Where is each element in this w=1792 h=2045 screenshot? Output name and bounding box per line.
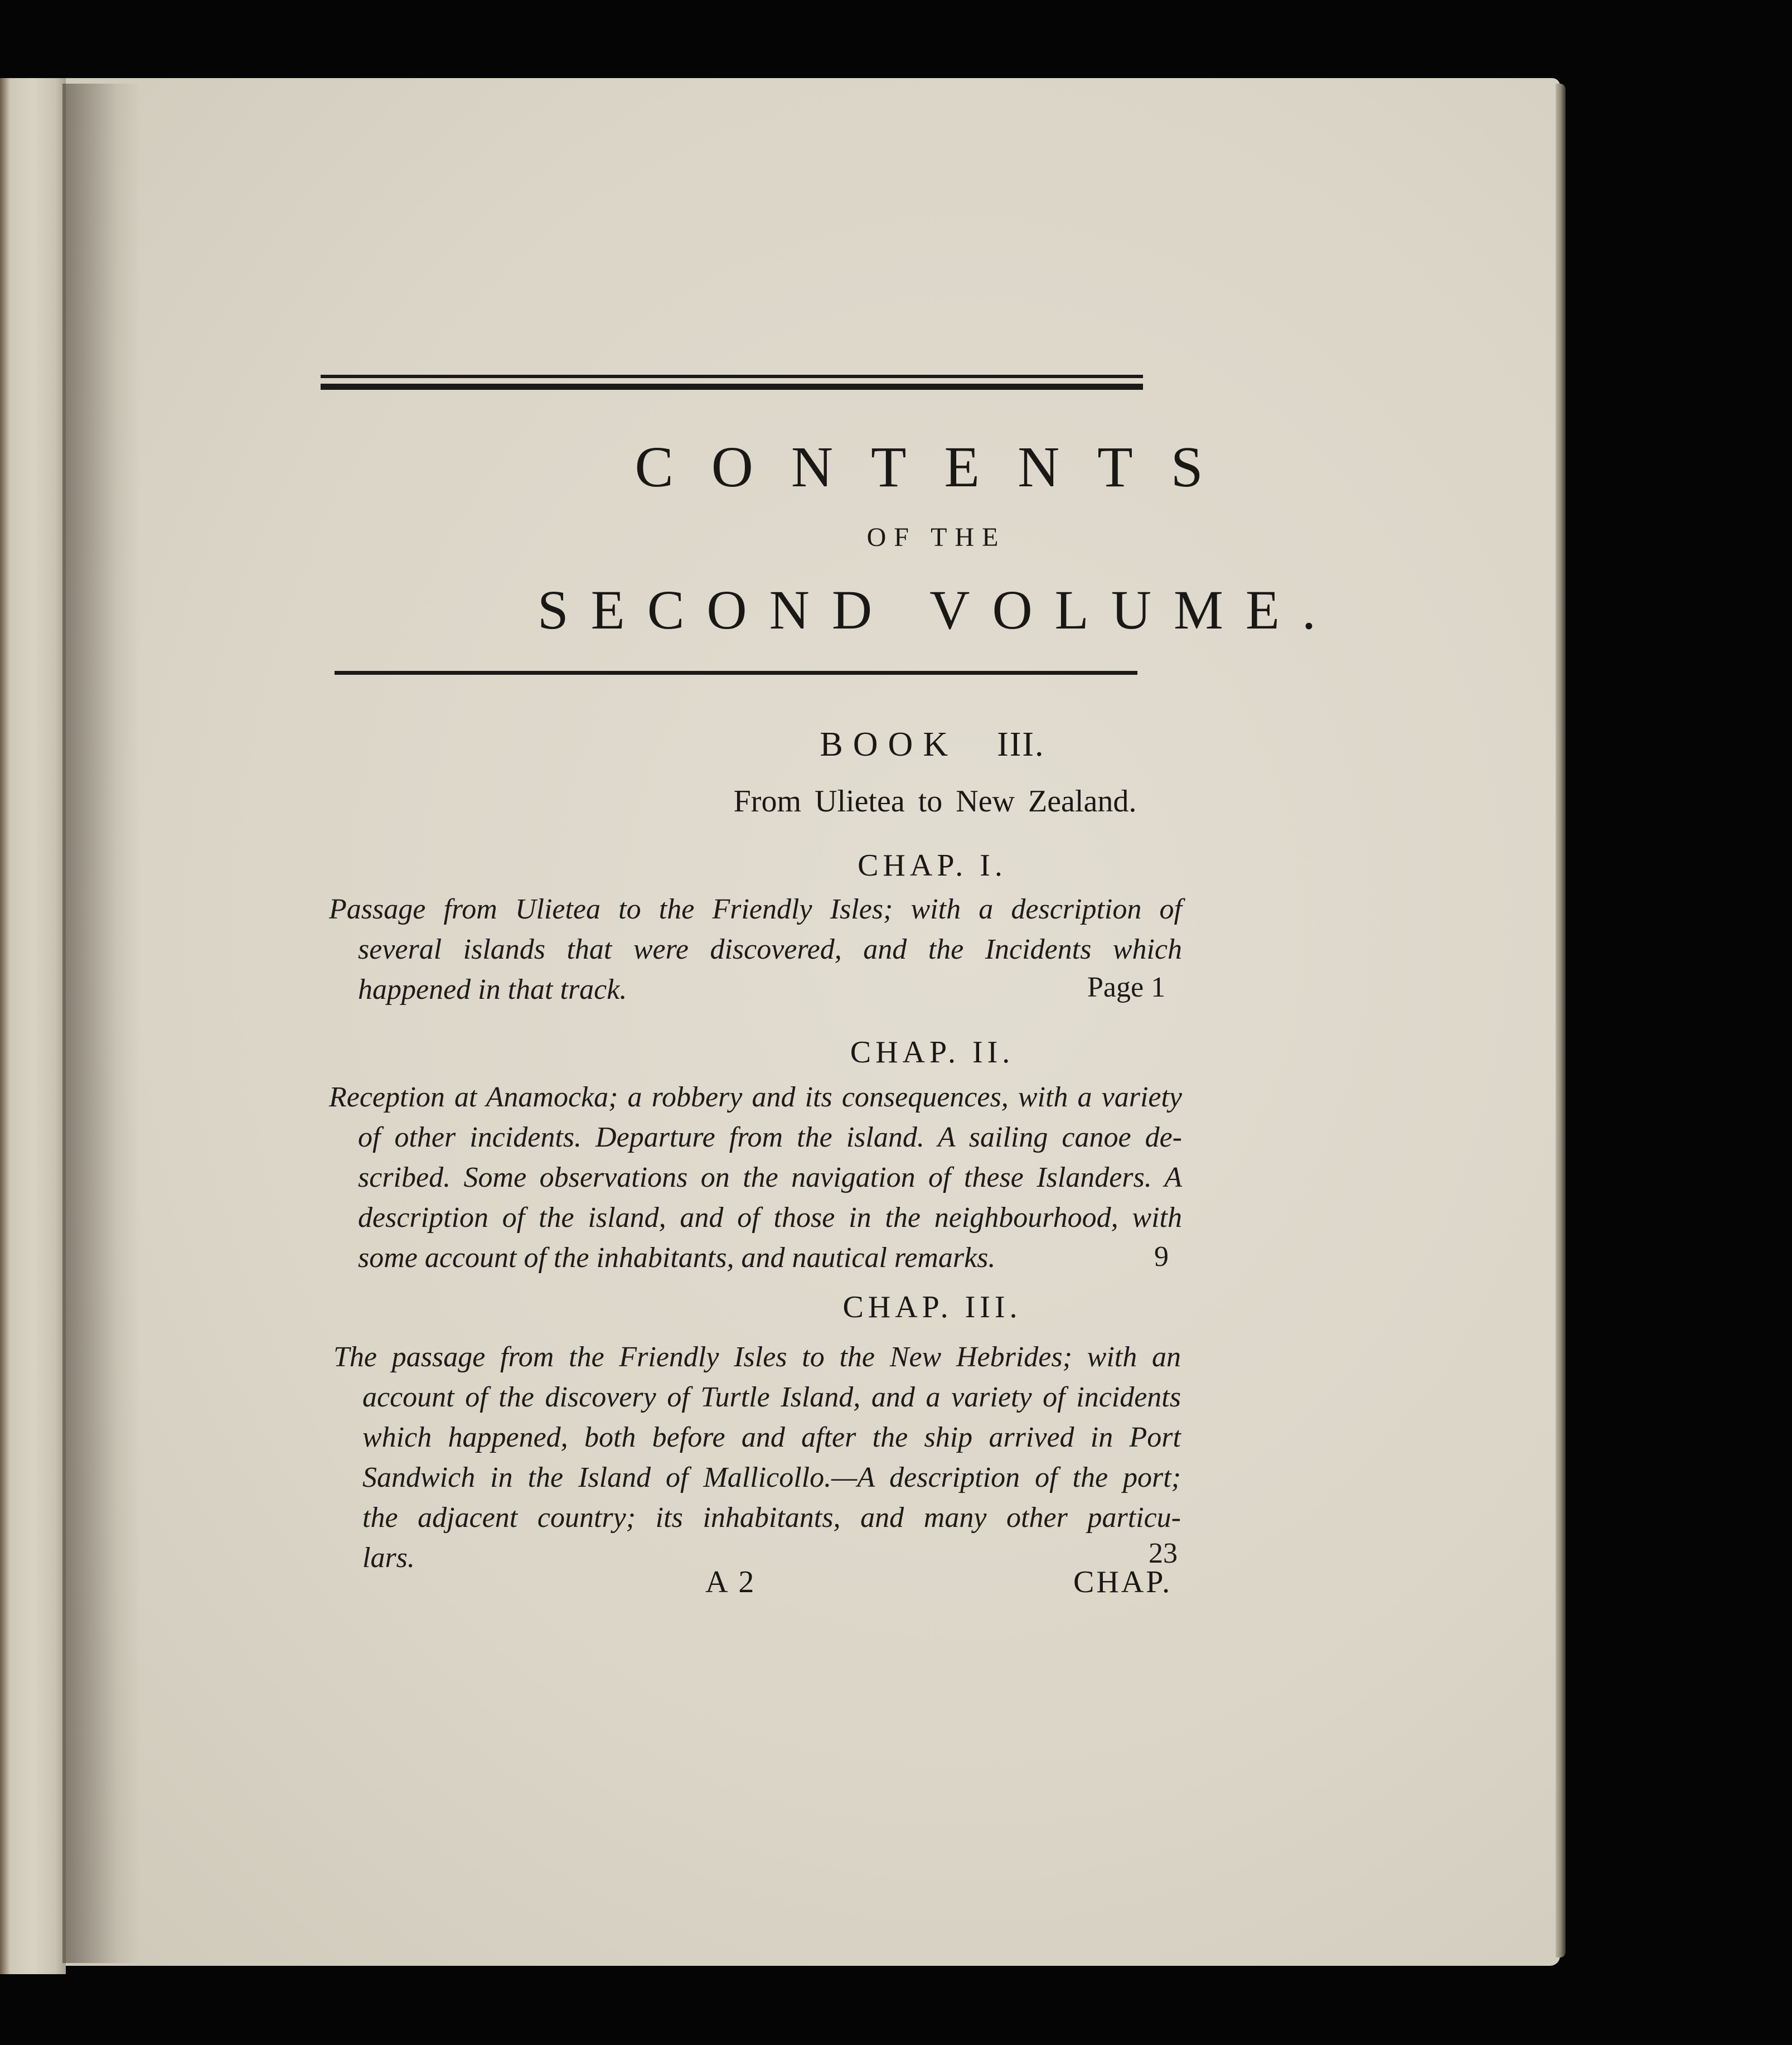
title-bottom-rule	[335, 671, 1137, 675]
chapter-entry	[329, 889, 1182, 1010]
page-reference: 9	[1154, 1241, 1169, 1273]
entry-line: Sandwich in the Island of Mallicollo.—A description of the port;	[362, 1462, 1181, 1493]
entry-line: happened in that track.	[358, 974, 627, 1005]
entry-line: which happened, both before and after the ship arrived in Port	[362, 1422, 1181, 1453]
title-of-the: OF THE	[866, 523, 1006, 552]
page-reference: Page 1	[1087, 971, 1166, 1003]
entry-line: The passage from the Friendly Isles to the New Hebrides; with an	[333, 1341, 1181, 1373]
chapter-heading: CHAP. I.	[858, 848, 1007, 883]
book-number: III.	[997, 726, 1045, 763]
book-subtitle: From Ulietea to New Zealand.	[733, 784, 1137, 819]
top-rule-thick	[321, 384, 1143, 390]
chapter-heading: CHAP. III.	[842, 1290, 1022, 1324]
entry-line: Reception at Anamocka; a robbery and its consequences, with a variety	[329, 1081, 1182, 1113]
left-page-edge	[0, 78, 66, 1974]
signature-mark: A 2	[705, 1565, 757, 1599]
page-reference: 23	[1149, 1538, 1178, 1569]
title-contents: CONTENTS	[635, 435, 1241, 499]
entry-line: description of the island, and of those in the neighbourhood, with	[358, 1202, 1182, 1234]
entry-line: lars.	[362, 1542, 415, 1574]
entry-line: scribed. Some observations on the navigation of these Islanders. A	[358, 1162, 1182, 1193]
entry-line: some account of the inhabitants, and nautical remarks.	[358, 1242, 996, 1274]
page-fore-edge	[1556, 84, 1566, 1957]
entry-line: the adjacent country; its inhabitants, and many other particu-	[362, 1502, 1181, 1534]
book-heading	[0, 725, 1792, 765]
entry-line: several islands that were discovered, and the Incidents which	[358, 934, 1182, 965]
book-page	[66, 78, 1560, 1966]
entry-line: of other incidents. Departure from the island. A sailing canoe de-	[358, 1121, 1182, 1153]
catchword: CHAP.	[1073, 1565, 1173, 1599]
chapter-heading: CHAP. II.	[850, 1035, 1015, 1070]
chapter-entry	[333, 1337, 1181, 1578]
entry-line: Passage from Ulietea to the Friendly Isles; with a description of	[329, 893, 1182, 925]
entry-line: account of the discovery of Turtle Island, and a variety of incidents	[362, 1381, 1181, 1413]
title-second-volume: SECOND VOLUME.	[537, 579, 1338, 641]
book-label: BOOK	[820, 726, 958, 763]
top-rule-thin	[321, 375, 1143, 378]
chapter-entry	[329, 1077, 1182, 1278]
gutter-shadow	[62, 84, 141, 1963]
